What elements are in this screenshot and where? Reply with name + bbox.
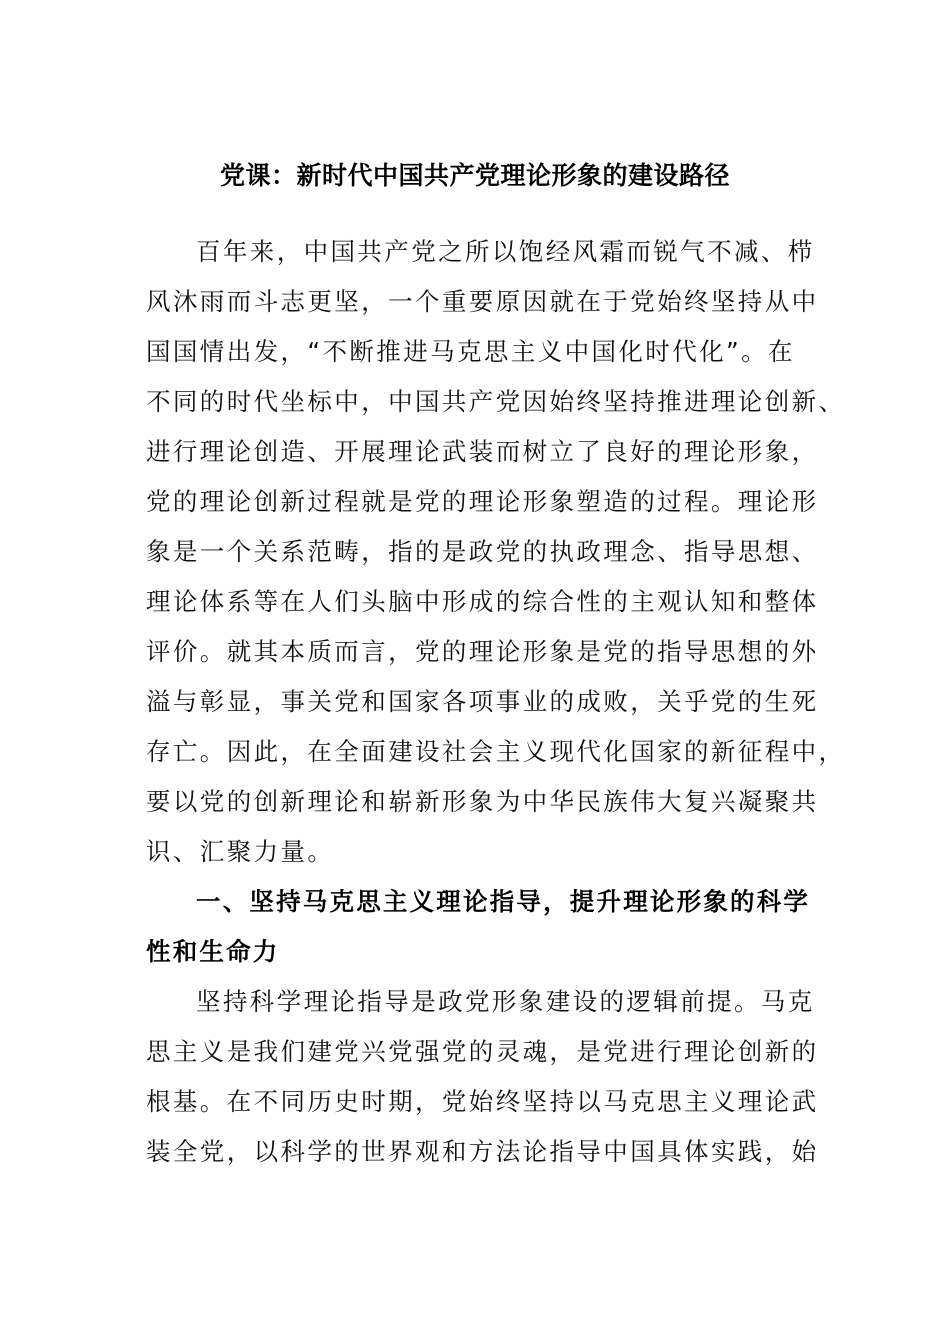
paragraph-1-line: 评价。就其本质而言，党的理论形象是党的指导思想的外 [146, 637, 819, 666]
paragraph-1-line: 百年来，中国共产党之所以饱经风霜而锐气不减、栉 [196, 237, 815, 266]
paragraph-1-line: 象是一个关系范畴，指的是政党的执政理念、指导思想、 [146, 537, 819, 566]
paragraph-1-line: 存亡。因此，在全面建设社会主义现代化国家的新征程中， [146, 737, 846, 766]
paragraph-1-line: 不同的时代坐标中，中国共产党因始终坚持推进理论创新、 [146, 387, 846, 416]
paragraph-2-line: 坚持科学理论指导是政党形象建设的逻辑前提。马克 [196, 987, 815, 1016]
section-1-heading-line: 一、坚持马克思主义理论指导，提升理论形象的科学 [196, 887, 811, 916]
paragraph-1-line: 溢与彰显，事关党和国家各项事业的成败，关乎党的生死 [146, 687, 819, 716]
paragraph-2-line: 思主义是我们建党兴党强党的灵魂，是党进行理论创新的 [146, 1037, 819, 1066]
paragraph-1-line: 要以党的创新理论和崭新形象为中华民族伟大复兴凝聚共 [146, 787, 819, 816]
paragraph-1-line: 进行理论创造、开展理论武装而树立了良好的理论形象， [146, 437, 819, 466]
paragraph-1-line: 理论体系等在人们头脑中形成的综合性的主观认知和整体 [146, 587, 819, 616]
paragraph-1-line: 风沐雨而斗志更坚，一个重要原因就在于党始终坚持从中 [146, 287, 819, 316]
paragraph-1-line: 党的理论创新过程就是党的理论形象塑造的过程。理论形 [146, 487, 819, 516]
section-1-heading-line: 性和生命力 [146, 937, 280, 966]
paragraph-2-line: 根基。在不同历史时期，党始终坚持以马克思主义理论武 [146, 1087, 819, 1116]
paragraph-1-line: 国国情出发，“不断推进马克思主义中国化时代化”。在 [146, 337, 795, 366]
document-title: 党课：新时代中国共产党理论形象的建设路径 [219, 161, 730, 190]
paragraph-2-line: 装全党，以科学的世界观和方法论指导中国具体实践，始 [146, 1137, 819, 1166]
paragraph-1-line: 识、汇聚力量。 [146, 837, 335, 866]
